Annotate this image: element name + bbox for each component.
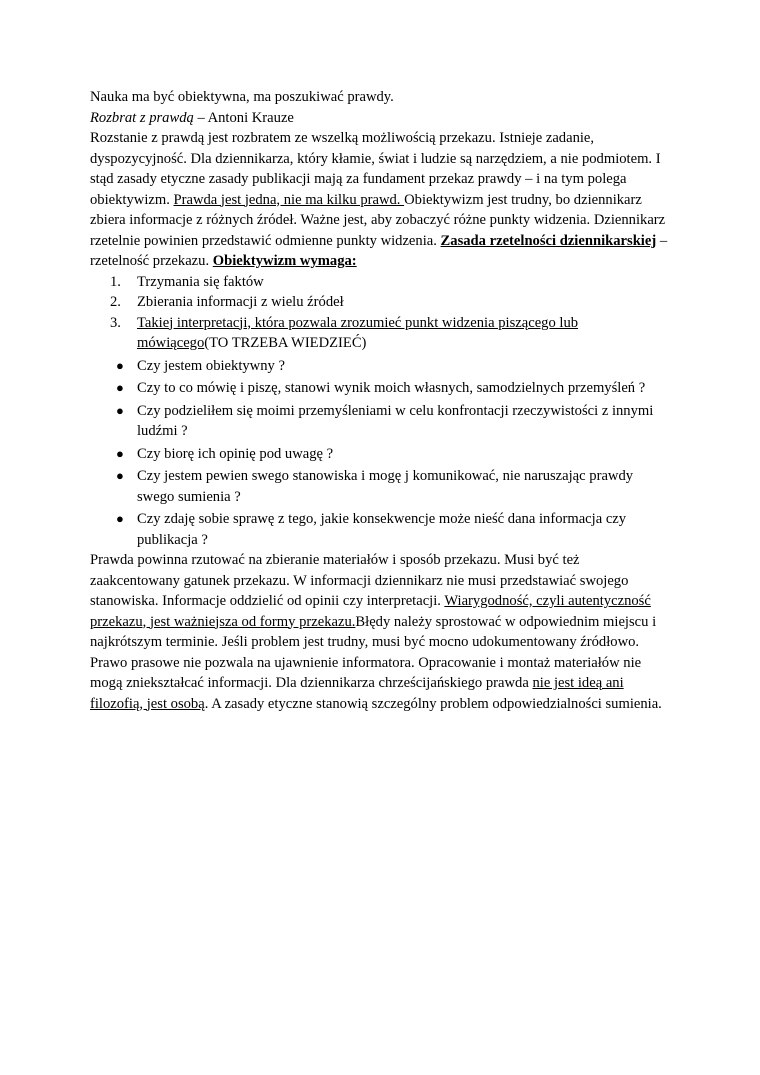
bullet-text: Czy jestem obiektywny ?: [137, 357, 285, 374]
paragraph-1-bold-heading-b: Obiektywizm wymaga:: [212, 253, 357, 269]
numbered-item: [90, 272, 670, 293]
paragraph-1: [90, 128, 670, 272]
bullet-item: [90, 378, 670, 399]
bullet-text: Czy jestem pewien swego stanowiska i mogę j komunikować, nie naruszając prawdy swego sumienia ?: [137, 468, 634, 505]
paragraph-1-text-c: – rzetelność przekazu.: [90, 232, 668, 269]
paragraph-2-underlined-a: Wiarygodność, czyli autentyczność przekazu, jest ważniejsza od formy przekazu.: [90, 593, 651, 630]
bullet-icon: ●: [116, 357, 124, 373]
bullet-text: Czy to co mówię i piszę, stanowi wynik moich własnych, samodzielnych przemyśleń ?: [137, 380, 646, 396]
bullet-text: Czy biorę ich opinię pod uwagę ?: [137, 445, 334, 462]
item-text: Zbierania informacji z wielu źródeł: [137, 294, 344, 310]
bullet-icon: ●: [116, 445, 124, 461]
item-underlined-text: Takiej interpretacji, która pozwala zrozumieć punkt widzenia piszącego lub mówiącego: [137, 314, 579, 351]
item-number: 3.: [110, 314, 121, 331]
document-page: [90, 87, 670, 714]
bullet-icon: ●: [116, 511, 124, 526]
bullet-item: [90, 466, 670, 507]
bullet-item: [90, 444, 670, 465]
item-text: (TO TRZEBA WIEDZIEĆ): [204, 335, 367, 351]
paragraph-2-text-c: . A zasady etyczne stanowią szczególny problem odpowiedzialności sumienia.: [204, 695, 662, 712]
bullet-text: Czy zdaję sobie sprawę z tego, jakie konsekwencje może nieść dana informacja czy publikacja ?: [137, 511, 627, 548]
bullet-text: Czy podzieliłem się moimi przemyśleniami w celu konfrontacji rzeczywistości z innymi ludźmi ?: [137, 402, 654, 439]
bullet-item: [90, 509, 670, 550]
intro-line: Nauka ma być obiektywna, ma poszukiwać prawdy.: [90, 89, 394, 105]
item-number: 2.: [110, 294, 121, 310]
bullet-icon: ●: [116, 402, 124, 418]
paragraph-2-underlined-b: nie jest ideą ani filozofią, jest osobą: [90, 675, 624, 712]
bullet-item: [90, 356, 670, 377]
bullet-icon: ●: [116, 468, 124, 483]
bullet-list: [90, 356, 670, 551]
numbered-item: [90, 292, 670, 313]
paragraph-1-bold-heading-a: Zasada rzetelności dziennikarskiej: [440, 232, 657, 249]
paragraph-2-text-b: Błędy należy sprostować w odpowiednim miejscu i najkrótszym terminie. Jeśli problem jest trudny, musi być mocno udokumentowany źródłowo. Prawo prasowe nie pozwala na ujawnienie informatora. Opracowanie i montaż materiałów nie mogą zniekształcać informacji. Dla dziennikarza chrześcijańskiego prawda: [90, 613, 657, 691]
item-text: Trzymania się faktów: [137, 273, 264, 290]
paragraph-2: [90, 550, 670, 714]
bullet-item: [90, 401, 670, 442]
numbered-list: [90, 272, 670, 354]
paragraph-1-underlined-a: Prawda jest jedna, nie ma kilku prawd.: [173, 191, 405, 208]
paragraph-2-text-a: Prawda powinna rzutować na zbieranie materiałów i sposób przekazu. Musi być też zaakcentowany gatunek przekazu. W informacji dziennikarz nie musi przedstawiać swojego stanowiska. Informacje oddzielić od opinii czy interpretacji.: [90, 552, 629, 609]
item-number: 1.: [110, 273, 121, 290]
numbered-item: [90, 313, 670, 354]
paragraph-1-text-a: Rozstanie z prawdą jest rozbratem ze wszelką możliwością przekazu. Istnieje zadanie, dyspozycyjność. Dla dziennikarza, który kłamie, świat i ludzie są narzędziem, a nie podmiotem. I stąd zasady etyczne zasady publikacji mają za fundament przekaz prawdy – i na tym polega obiektywizm.: [90, 130, 661, 208]
paragraph-1-text-b: Obiektywizm jest trudny, bo dziennikarz zbiera informacje z różnych źródeł. Ważne jest, aby zobaczyć różne punkty widzenia. Dziennikarz rzetelnie powinien przedstawić odmienne punkty widzenia.: [90, 191, 666, 249]
book-author: – Antoni Krauze: [193, 109, 294, 126]
book-title: Rozbrat z prawdą: [90, 109, 194, 126]
source-line: [90, 108, 670, 129]
bullet-icon: ●: [116, 380, 124, 395]
